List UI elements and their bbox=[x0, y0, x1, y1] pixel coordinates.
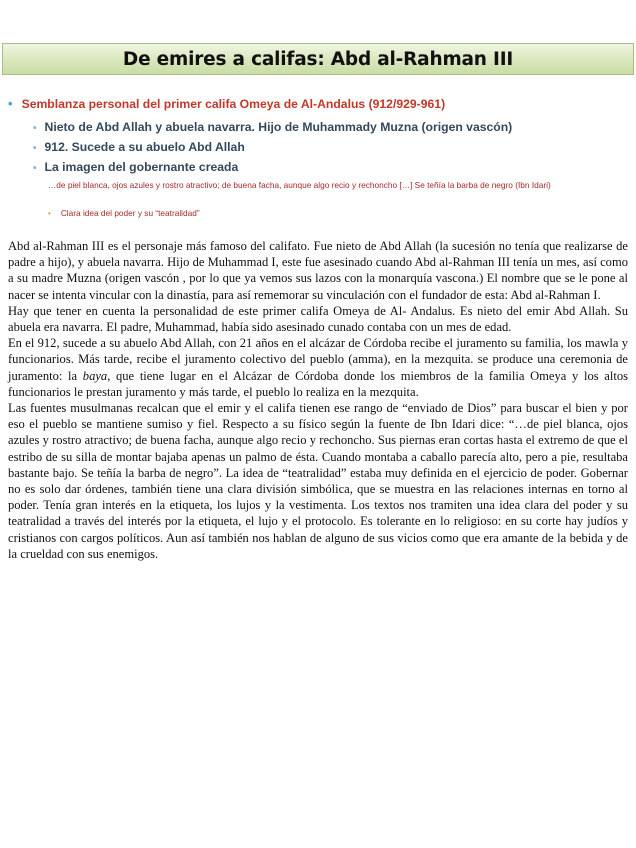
paragraph: Las fuentes musulmanas recalcan que el emir y el califa tienen ese rango de “enviado de Dios” para buscar el bien y por eso el pueblo se mantiene sumiso y fiel. Respecto a su físico según la fuente de Ibn Idari dice: “…de piel blanca, ojos azules y rostro atractivo; de buena facha, aunque algo recio y rechoncho. Sus piernas eran cortas hasta el extremo de que el estribo de su silla de montar bajaba apenas un palmo de ésta. Cuando montaba a caballo parecía alto, pero a pie, resultaba bastante bajo. Se teñía la barba de negro”. La idea de “teatralidad” estaba muy definida en el ejercicio de poder. Gobernar no es solo dar órdenes, también tiene una clara división simbólica, que se muestra en las relaciones internas en torno al poder. Tenía gran interés en la etiqueta, los lujos y la vestimenta. Los textos nos tramiten una idea clara del poder y su teatralidad a través del interés por la etiqueta, el lujo y el protocolo. Es tolerante en lo religioso: en su corte hay judíos y cristianos con cargos políticos. Aun así también nos hablan de alguno de sus vicios como que era amante de la bebida y de la crueldad con sus enemigos. bbox=[8, 401, 628, 561]
title-banner bbox=[2, 43, 634, 75]
paragraph bbox=[8, 335, 628, 400]
bullet-sub-text: 912. Sucede a su abuelo Abd Allah bbox=[44, 140, 245, 154]
paragraph-text: , que tiene lugar en el Alcázar de Córdoba donde los miembros de la familia Omeya y los altos funcionarios le prestan juramento y más tarde, el pueblo lo realiza en la mezquita. bbox=[8, 368, 628, 399]
bullet-quote: …de piel blanca, ojos azules y rostro atractivo; de buena facha, aunque algo recio y rechoncho […] Se teñía la barba de negro (Ibn Idari) bbox=[48, 180, 551, 190]
bullet-sub-1 bbox=[33, 120, 512, 134]
paragraph: Hay que tener en cuenta la personalidad de este primer califa Omeya de Al- Andalus. Es nieto del emir Abd Allah. Su abuela era navarra. El padre, Muhammad, había sido asesinado cunado contaba con un mes de edad. bbox=[8, 303, 628, 335]
bullet-main-text: Semblanza personal del primer califa Omeya de Al-Andalus (912/929-961) bbox=[21, 97, 446, 111]
bullet-dot-icon: • bbox=[33, 143, 37, 154]
bullet-main bbox=[8, 96, 628, 111]
bullet-sub-2 bbox=[33, 140, 245, 154]
baya-term: baya bbox=[82, 368, 108, 383]
bullet-subsub bbox=[48, 208, 200, 218]
bullet-dot-icon: • bbox=[33, 163, 37, 174]
body-text bbox=[8, 238, 628, 562]
bullet-dot-icon: • bbox=[8, 96, 13, 111]
bullet-sub-text: Nieto de Abd Allah y abuela navarra. Hijo de Muhammady Muzna (origen vascón) bbox=[44, 120, 513, 134]
bullet-subsub-text: Clara idea del poder y su “teatralidad” bbox=[60, 208, 200, 218]
bullet-sub-3 bbox=[33, 160, 238, 174]
paragraph-text: En el 912, sucede a su abuelo Abd Allah, con 21 años en el alcázar de Córdoba recibe el juramento su familia, los mawla y funcionarios. Más tarde, recibe el juramento colectivo del pueblo (amma), en la mezquita. se produce una ceremonia de juramento: la bbox=[8, 336, 628, 383]
paragraph: Abd al-Rahman III es el personaje más famoso del califato. Fue nieto de Abd Allah (la sucesión no tenía que realizarse de padre a hijo), y abuela navarra. Hijo de Muhammad I, este fue asesinado cuando Abd al-Rahman III tenía un mes, así como a su madre Muzna (origen vascón , por lo que ya vemos sus lazos con la monarquía vascona.) El nombre que se le pone al nacer se intenta vincular con la dinastía, para así rememorar su vinculación con el fundador de esta: Abd al-Rahman I. bbox=[8, 239, 628, 302]
bullet-sub-text: La imagen del gobernante creada bbox=[44, 160, 239, 174]
bullet-dot-icon: • bbox=[33, 123, 37, 134]
page-title: De emires a califas: Abd al-Rahman III bbox=[122, 48, 514, 70]
bullet-dot-icon: • bbox=[48, 209, 51, 218]
